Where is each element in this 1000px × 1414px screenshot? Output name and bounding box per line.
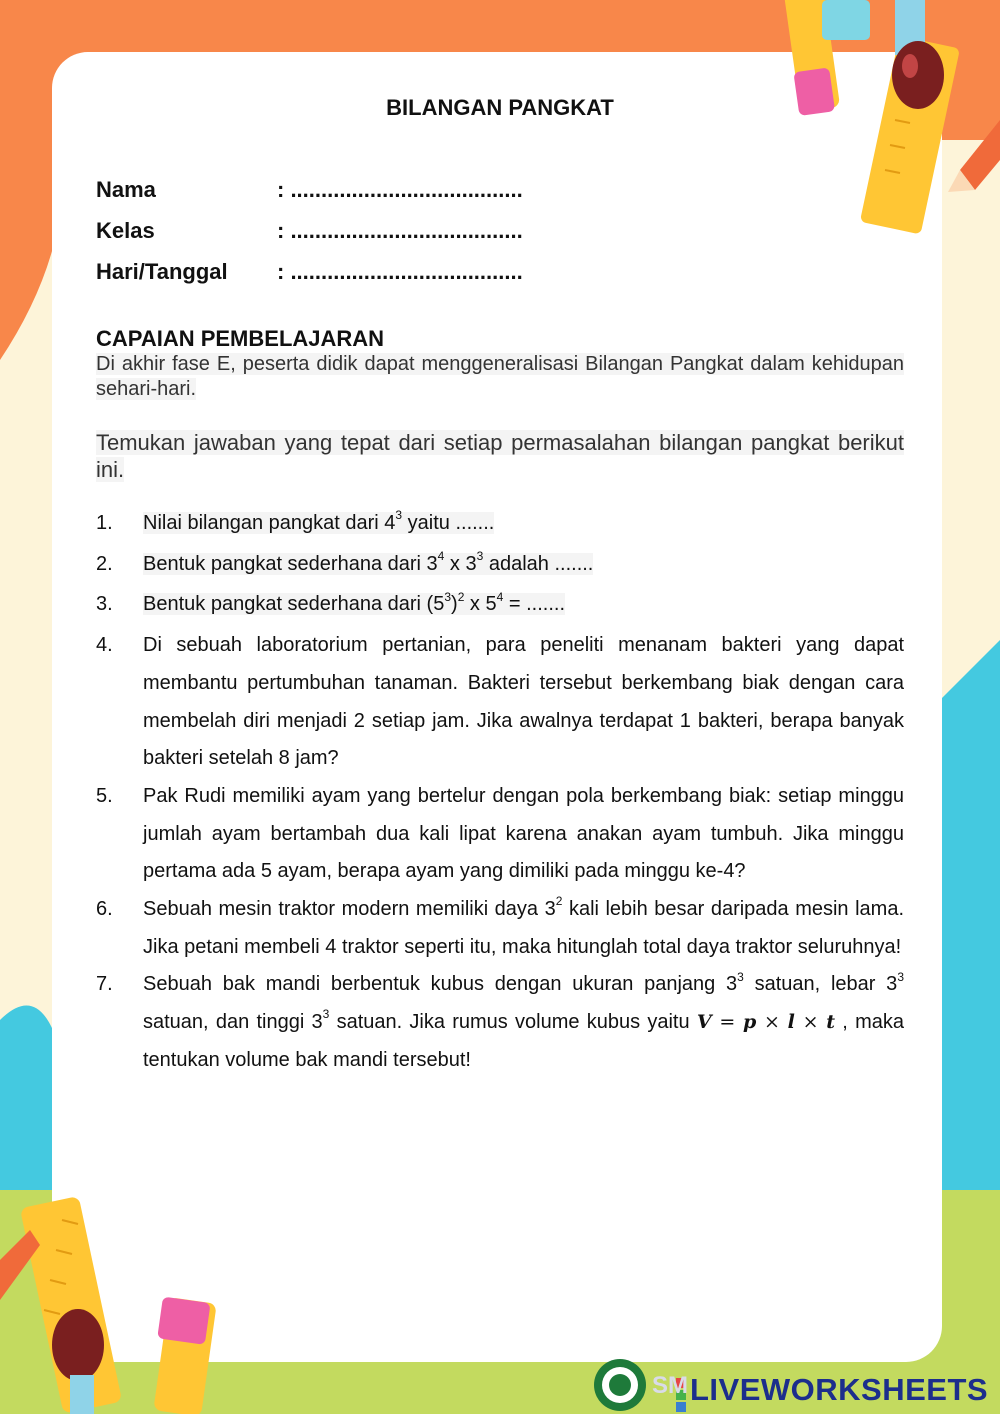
question-5-text: Pak Rudi memiliki ayam yang bertelur dengan pola berkembang biak: setiap minggu jumlah ayam bertambah dua kali lipat karena anakan ayam tumbuh. Jika minggu pertama ada 5 ayam, berapa ayam yang dimiliki pada minggu ke-4? [143,784,904,883]
volume-formula: V = p × l × t [696,1011,836,1034]
question-3 [96,586,904,624]
question-7-text: Sebuah bak mandi berbentuk kubus dengan ukuran panjang $3^3$ satuan, lebar $3^3$ satuan, dan tinggi $3^3$ satuan. Jika rumus volume kubus yaitu V = p × l × t , maka tentukan volume bak mandi tersebut! [143,969,904,1071]
question-7 [96,966,904,1079]
date-field[interactable]: : ...................................... [277,259,523,284]
question-6 [96,891,904,966]
school-logo-icon [594,1359,646,1411]
question-number: 6. [96,898,113,921]
instruction-text-content: Temukan jawaban yang tepat dari setiap permasalahan bilangan pangkat berikut ini. [96,430,904,482]
question-4-text: Di sebuah laboratorium pertanian, para peneliti menanam bakteri yang dapat membantu pertumbuhan tanaman. Bakteri tersebut berkembang biak dengan cara membelah diri menjadi 2 setiap jam. Jika awalnya terdapat 1 bakteri, berapa banyak bakteri setelah 8 jam? [143,634,904,770]
school-text: SM [652,1372,688,1399]
question-number: 7. [96,973,113,996]
date-label: Hari/Tanggal [96,259,228,284]
question-4 [96,627,904,778]
question-number: 5. [96,784,113,807]
name-label: Nama [96,177,156,202]
question-number: 1. [96,512,113,534]
question-2 [96,546,904,584]
question-number: 3. [96,593,113,616]
capaian-text-content: Di akhir fase E, peserta didik dapat menggeneralisasi Bilangan Pangkat dalam kehidupan sehari-hari. [96,353,904,400]
page-title: BILANGAN PANGKAT [386,95,614,120]
question-2-text: Bentuk pangkat sederhana dari $3^4$ x $3^3$ adalah ....... [143,549,594,575]
question-3-text: Bentuk pangkat sederhana dari $(5^3)^2$ x $5^4$ = ....... [143,589,566,616]
name-field[interactable]: : ...................................... [277,177,523,202]
question-number: 2. [96,552,113,575]
question-list [96,505,904,1080]
question-6-text: Sebuah mesin traktor modern memiliki daya $3^2$ kali lebih besar daripada mesin lama. Jika petani membeli 4 traktor seperti itu, maka hitunglah total daya traktor seluruhnya! [143,894,904,958]
capaian-text [96,352,904,402]
liveworksheets-brand[interactable]: LIVEWORKSHEETS [690,1372,989,1407]
class-field[interactable]: : ...................................... [277,218,523,243]
question-1 [96,505,904,543]
question-number: 4. [96,634,113,657]
question-5 [96,778,904,891]
section-title: CAPAIAN PEMBELAJARAN [96,326,385,351]
question-1-text: Nilai bilangan pangkat dari $4^3$ yaitu ....... [143,508,495,534]
instruction-text [96,429,904,483]
class-label: Kelas [96,218,155,243]
